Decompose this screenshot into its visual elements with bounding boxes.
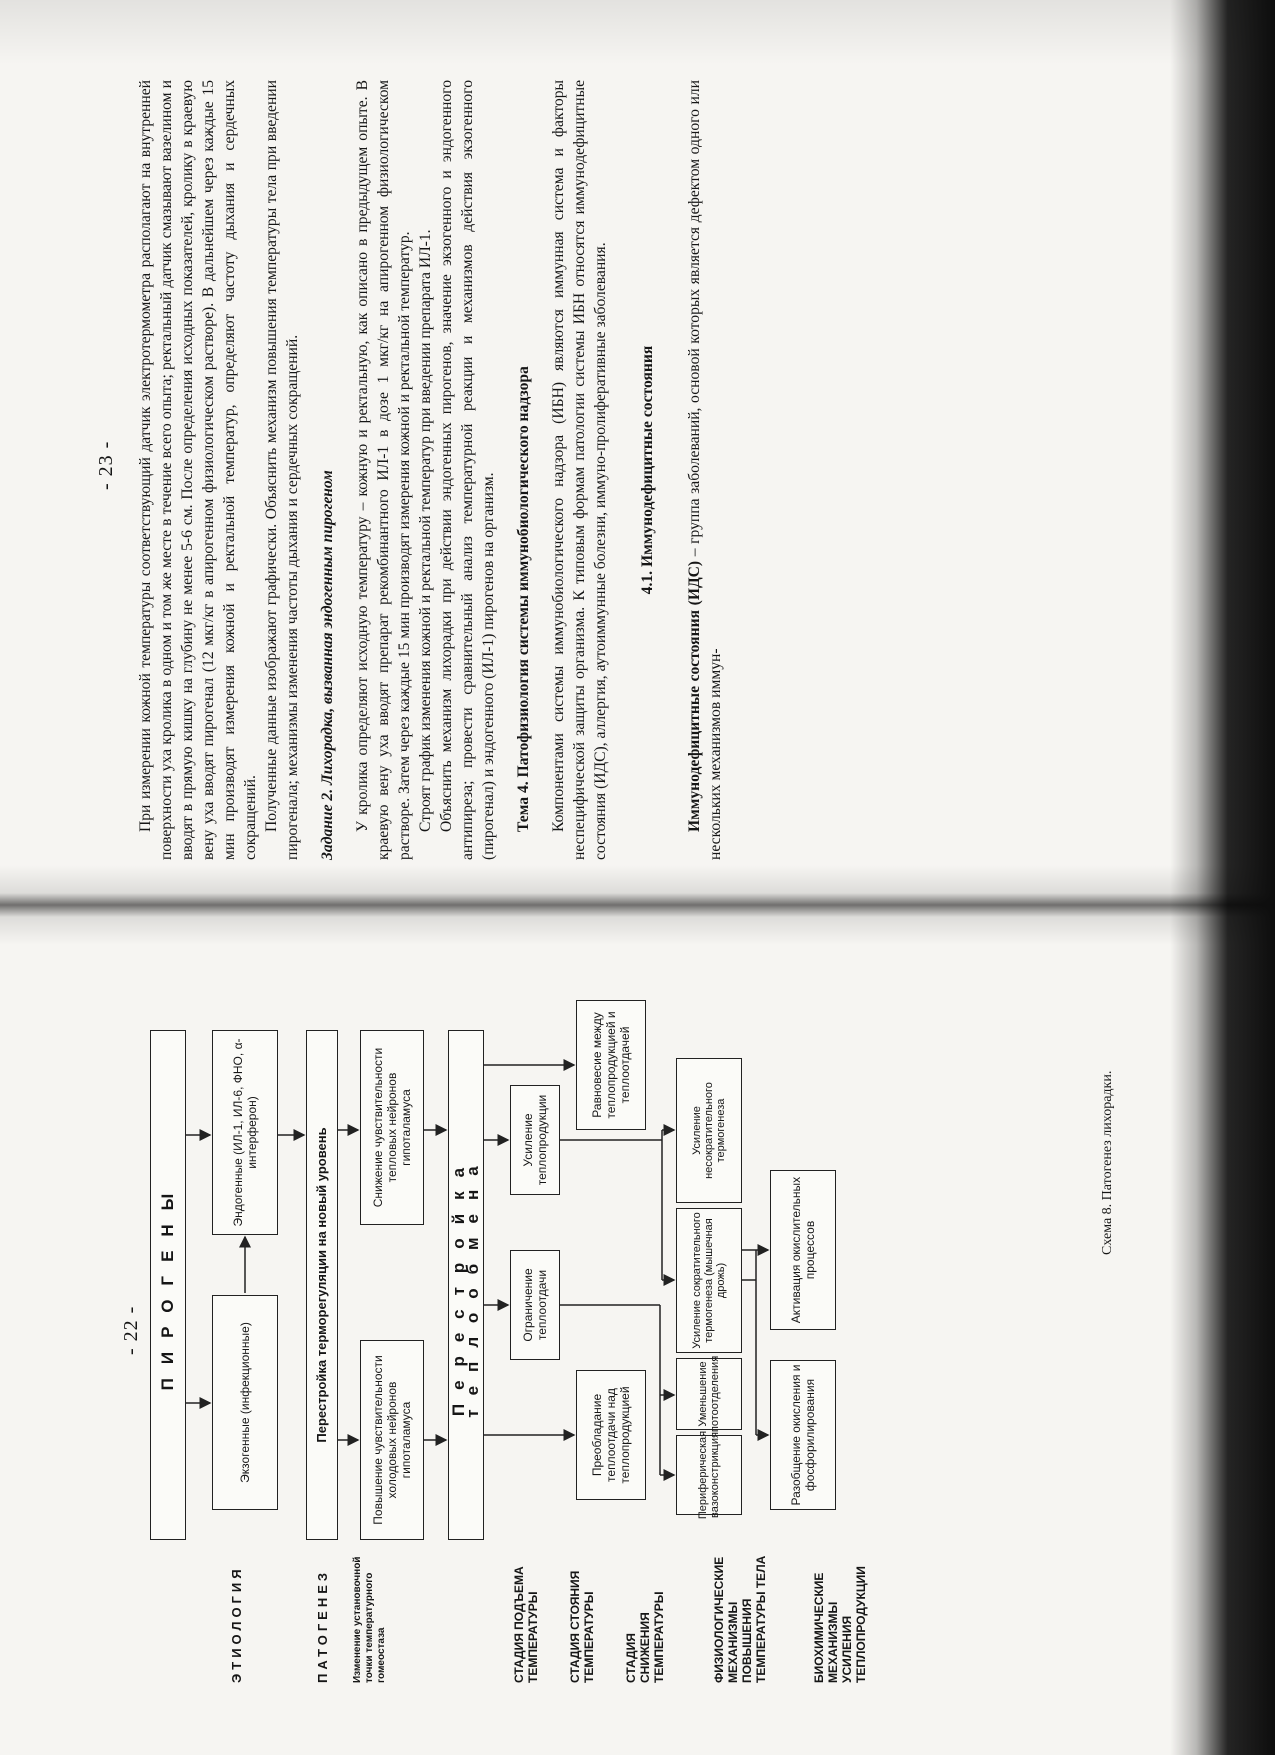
box-endogenous: Эндогенные (ИЛ-1, ИЛ-6, ФНО, α-интерферон)	[212, 1030, 278, 1235]
caption-label: Схема 8.	[1100, 1203, 1115, 1255]
box-cold-neurons: Повышение чувствительности холодовых нейронов гипоталамуса	[360, 1340, 424, 1540]
box-uncoupling: Разобщение окисления и фосфорилирования	[770, 1360, 836, 1510]
page-number-right: - 23 -	[95, 440, 117, 490]
right-page-text	[135, 80, 726, 860]
box-heat-neurons: Снижение чувствительности тепловых нейронов гипоталамуса	[360, 1030, 424, 1225]
paragraph-1: При измерении кожной температуры соответствующий датчик электротермометра располагают на внутренней поверхности уха кролика в одном и том же месте в течение всего опыта; ректальный датчик смазывают вазелином и вводят в прямую кишку на глубину не менее 5-6 см. После определения исходных показателей, кролику в краевую вену уха вводят пирогенал (12 мкг/кг в апирогенном физиологическом растворе). В дальнейшем через каждые 15 мин производят измерения кожной и ректальной температур, определяют частоту дыхания и сердечных сокращений.	[137, 80, 259, 860]
box-thermoreg: Перестройка терморегуляции на новый уровень	[306, 1030, 338, 1540]
label-physiological: ФИЗИОЛОГИЧЕСКИЕ МЕХАНИЗМЫ ПОВЫШЕНИЯ ТЕМПЕРАТУРЫ ТЕЛА	[712, 1555, 768, 1683]
label-biochemical: БИОХИМИЧЕСКИЕ МЕХАНИЗМЫ УСИЛЕНИЯ ТЕПЛОПРОДУКЦИИ	[812, 1566, 868, 1683]
paragraph-7-rest: – группа заболеваний, основой которых является дефектом одного или нескольких механизмов иммун-	[686, 80, 724, 860]
page-number-left: - 22 -	[120, 1305, 142, 1355]
label-pathogenesis: ПАТОГЕНЕЗ	[315, 1568, 330, 1683]
box-balance: Равновесие между теплопродукцией и теплоотдачей	[576, 1000, 646, 1130]
task-2-heading: Задание 2. Лихорадка, вызванная эндогенным пирогеном	[319, 470, 336, 860]
paragraph-7	[684, 80, 726, 860]
diagram-caption	[1100, 1071, 1116, 1255]
box-limit-heat-loss: Ограничение теплоотдачи	[510, 1250, 560, 1360]
label-stage-plateau: СТАДИЯ СТОЯНИЯ ТЕМПЕРАТУРЫ	[568, 1570, 596, 1683]
box-exogenous: Экзогенные (инфекционные)	[212, 1295, 278, 1510]
label-stage-rise: СТАДИЯ ПОДЪЕМА ТЕМПЕРАТУРЫ	[512, 1566, 540, 1683]
paragraph-4: Строят график изменения кожной и ректальной температур при введении препарата ИЛ-1.	[417, 229, 434, 832]
box-heat-exchange: Перестройка теплообмена	[448, 1030, 484, 1540]
label-etiology: ЭТИОЛОГИЯ	[229, 1565, 244, 1683]
label-stage-fall: СТАДИЯ СНИЖЕНИЯ ТЕМПЕРАТУРЫ	[624, 1591, 666, 1683]
box-shivering: Усиление сократительного термогенеза (мышечная дрожь)	[676, 1208, 742, 1353]
paragraph-6: Компонентами системы иммунобиологического надзора (ИБН) являются иммунная система и факторы неспецифической защиты организма. К типовым формам патологии системы ИБН относятся иммунодефицитные состояния (ИДС), аллергия, аутоиммунные болезни, иммуно-пролиферативные заболевания.	[550, 80, 609, 860]
box-pyrogens: ПИРОГЕНЫ	[150, 1030, 186, 1540]
paragraph-2: Полученные данные изображают графически. Объяснить механизм повышения температуры тела при введении пирогенала; механизмы изменения частоты дыхания и сердечных сокращений.	[263, 80, 301, 860]
box-oxidation: Активация окислительных процессов	[770, 1170, 836, 1330]
box-vasoconstriction: Периферическая вазоконстрикция	[676, 1435, 742, 1515]
term-ids: Иммунодефицитные состояния (ИДС)	[686, 560, 703, 832]
box-loss-over-prod: Преобладание теплоотдачи над теплопродукцией	[576, 1370, 646, 1500]
section-heading: 4.1. Иммунодефицитные состояния	[639, 345, 656, 595]
caption-text: Патогенез лихорадки.	[1100, 1070, 1115, 1201]
theme-4-heading: Тема 4. Патофизиология системы иммунобиологического надзора	[515, 366, 532, 832]
box-less-sweat: Уменьшение потоотделения	[676, 1358, 742, 1430]
box-nonshivering: Усиление несократительного термогенеза	[676, 1058, 742, 1203]
paragraph-3: У кролика определяют исходную температуру – кожную и ректальную, как описано в предыдущем опыте. В краевую вену уха вводят препарат рекомбинантного ИЛ-1 в дозе 1 мкг/кг на апирогенном физиологическом растворе. Затем через каждые 15 мин производят измерения кожной и ректальной температур.	[354, 80, 413, 860]
book-gutter	[0, 865, 1275, 945]
paragraph-5: Объяснить механизм лихорадки при действии эндогенных пирогенов, значение экзогенного и эндогенного антипиреза; провести сравнительный анализ температурной реакции и механизмов действия экзогенного (пирогенал) и эндогенного (ИЛ-1) пирогенов на организм.	[438, 80, 497, 860]
page-edge	[0, 0, 1275, 65]
scan-shadow	[1170, 0, 1275, 1755]
label-setpoint: Изменение установочной точки температурного гомеостаза	[352, 1556, 387, 1683]
box-increase-heat-prod: Усиление теплопродукции	[510, 1085, 560, 1195]
